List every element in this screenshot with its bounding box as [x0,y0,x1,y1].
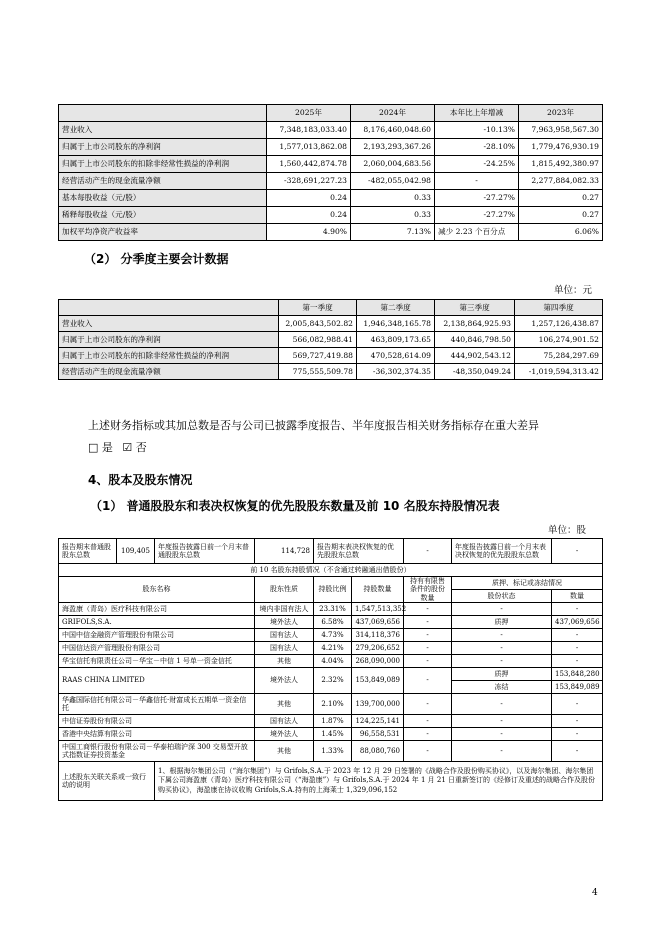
table-row: 中国工商银行股份有限公司－华泰柏瑞沪深 300 交易型开放式指数证券投资基金 其他 1.33% 88,080,760 - - - [59,741,603,762]
table-row: 中信证券股份有限公司 国有法人 1.87% 124,225,141 - - - [59,715,603,728]
annual-table-header: 2025年 2024年 本年比上年增减 2023年 [59,105,603,122]
table-row: 冻结 153,849,089 [59,681,603,694]
column-header-row: 股东名称 股东性质 持股比例 持股数量 持有有限售条件的股份数量 质押、标记或冻结情况 [59,577,603,590]
table-row: 归属于上市公司股东的扣除非经常性损益的净利润 1,560,442,874.78 2,060,004,683.56 -24.25% 1,815,492,380.97 [59,156,603,173]
checkbox-row [88,439,147,455]
page-number: 4 [592,888,598,898]
quarterly-financial-table [58,299,603,380]
summary-row: 报告期末普通股股东总数 109,405 年度报告披露日前一个月末普通股股东总数 114,728 报告期末表决权恢复的优先股股东总数 - 年度报告披露日前一个月末表决权恢复的优先股股东总数 - [59,539,603,564]
table-row: 经营活动产生的现金流量净额 775,555,509.78 -36,302,374.35 -48,350,049.24 -1,019,594,313.42 [59,364,603,380]
table-row: 华宝信托有限责任公司－华宝－中信 1 号单一资金信托 其他 4.04% 268,090,000 - - - [59,655,603,668]
table-row: 归属于上市公司股东的净利润 1,577,013,862.08 2,193,293,367.26 -28.10% 1,779,476,930.19 [59,139,603,156]
table-row: 华鑫国际信托有限公司－华鑫信托·财富成长五期单一资金信托 其他 2.10% 139,700,000 - - - [59,694,603,715]
table-row: 基本每股收益（元/股） 0.24 0.33 -27.27% 0.27 [59,190,603,207]
table-row: 中国中信金融资产管理股份有限公司 国有法人 4.73% 314,118,376 - - - [59,629,603,642]
top10-caption-row: 前 10 名股东持股情况（不含通过转融通出借股份） [59,564,603,577]
column-subheader-row: 股份状态 数量 [59,590,603,603]
table-row: 归属于上市公司股东的净利润 566,082,988.41 463,809,173.65 440,846,798.50 106,274,901.52 [59,332,603,348]
table-row: 营业收入 7,348,183,033.40 8,176,460,048.60 -10.13% 7,963,958,567.30 [59,122,603,139]
relation-row: 上述股东关联关系或一致行动的说明 1、根据海尔集团公司（“海尔集团”）与 Grifols,S.A.于 2023 年 12 月 29 日签署的《战略合作及股份购买协议》，以及海尔集团、海尔集团下属公司海盈康（青岛）医疗科技有限公司（“海盈康”）与 Grifols,S.A.于 2024 年 1 月 21 日重新签订的《经修订及重述的战略合作及股份购买协议》，海盈康在协议收购 Grifols,S.A.持有的上海莱士 1,329,096,152 [59,762,603,801]
table-row: GRIFOLS,S.A. 境外法人 6.58% 437,069,656 - 质押 437,069,656 [59,616,603,629]
section-shareholders-title: 4、股本及股东情况 [88,473,193,487]
table-row: 中国信达资产管理股份有限公司 国有法人 4.21% 279,206,652 - - - [59,642,603,655]
table-row: 海盈康（青岛）医疗科技有限公司 境内非国有法人 23.31% 1,547,513,352 - - - [59,603,603,616]
table-row: 经营活动产生的现金流量净额 -328,691,227.23 -482,055,042.98 - 2,277,884,082.33 [59,173,603,190]
checkbox-no[interactable]: ☑ 否 [122,441,147,454]
table-row: 加权平均净资产收益率 4.90% 7.13% 减少 2.23 个百分点 6.06% [59,224,603,241]
table-row: 香港中央结算有限公司 境外法人 1.45% 96,558,531 - - - [59,728,603,741]
quarterly-table-header: 第一季度 第二季度 第三季度 第四季度 [59,300,603,316]
section-quarterly-title: （2） 分季度主要会计数据 [84,252,229,266]
table-row: RAAS CHINA LIMITED 境外法人 2.32% 153,849,089 - 质押 153,848,280 [59,668,603,681]
section-top10-title: （1） 普通股股东和表决权恢复的优先股股东数量及前 10 名股东持股情况表 [90,499,500,513]
table-row: 归属于上市公司股东的扣除非经常性损益的净利润 569,727,419.88 470,528,614.09 444,902,543.12 75,284,297.69 [59,348,603,364]
diff-question: 上述财务指标或其加总数是否与公司已披露季度报告、半年度报告相关财务指标存在重大差异 [88,419,539,432]
shareholders-table [58,538,603,801]
table-row: 稀释每股收益（元/股） 0.24 0.33 -27.27% 0.27 [59,207,603,224]
unit-share: 单位：股 [548,525,587,536]
table-row: 营业收入 2,005,843,502.82 1,946,348,165.78 2,138,864,925.93 1,257,126,438.87 [59,316,603,332]
checkbox-yes[interactable]: □ 是 [88,441,113,454]
annual-financial-table [58,104,603,241]
unit-yuan: 单位：元 [554,285,593,296]
